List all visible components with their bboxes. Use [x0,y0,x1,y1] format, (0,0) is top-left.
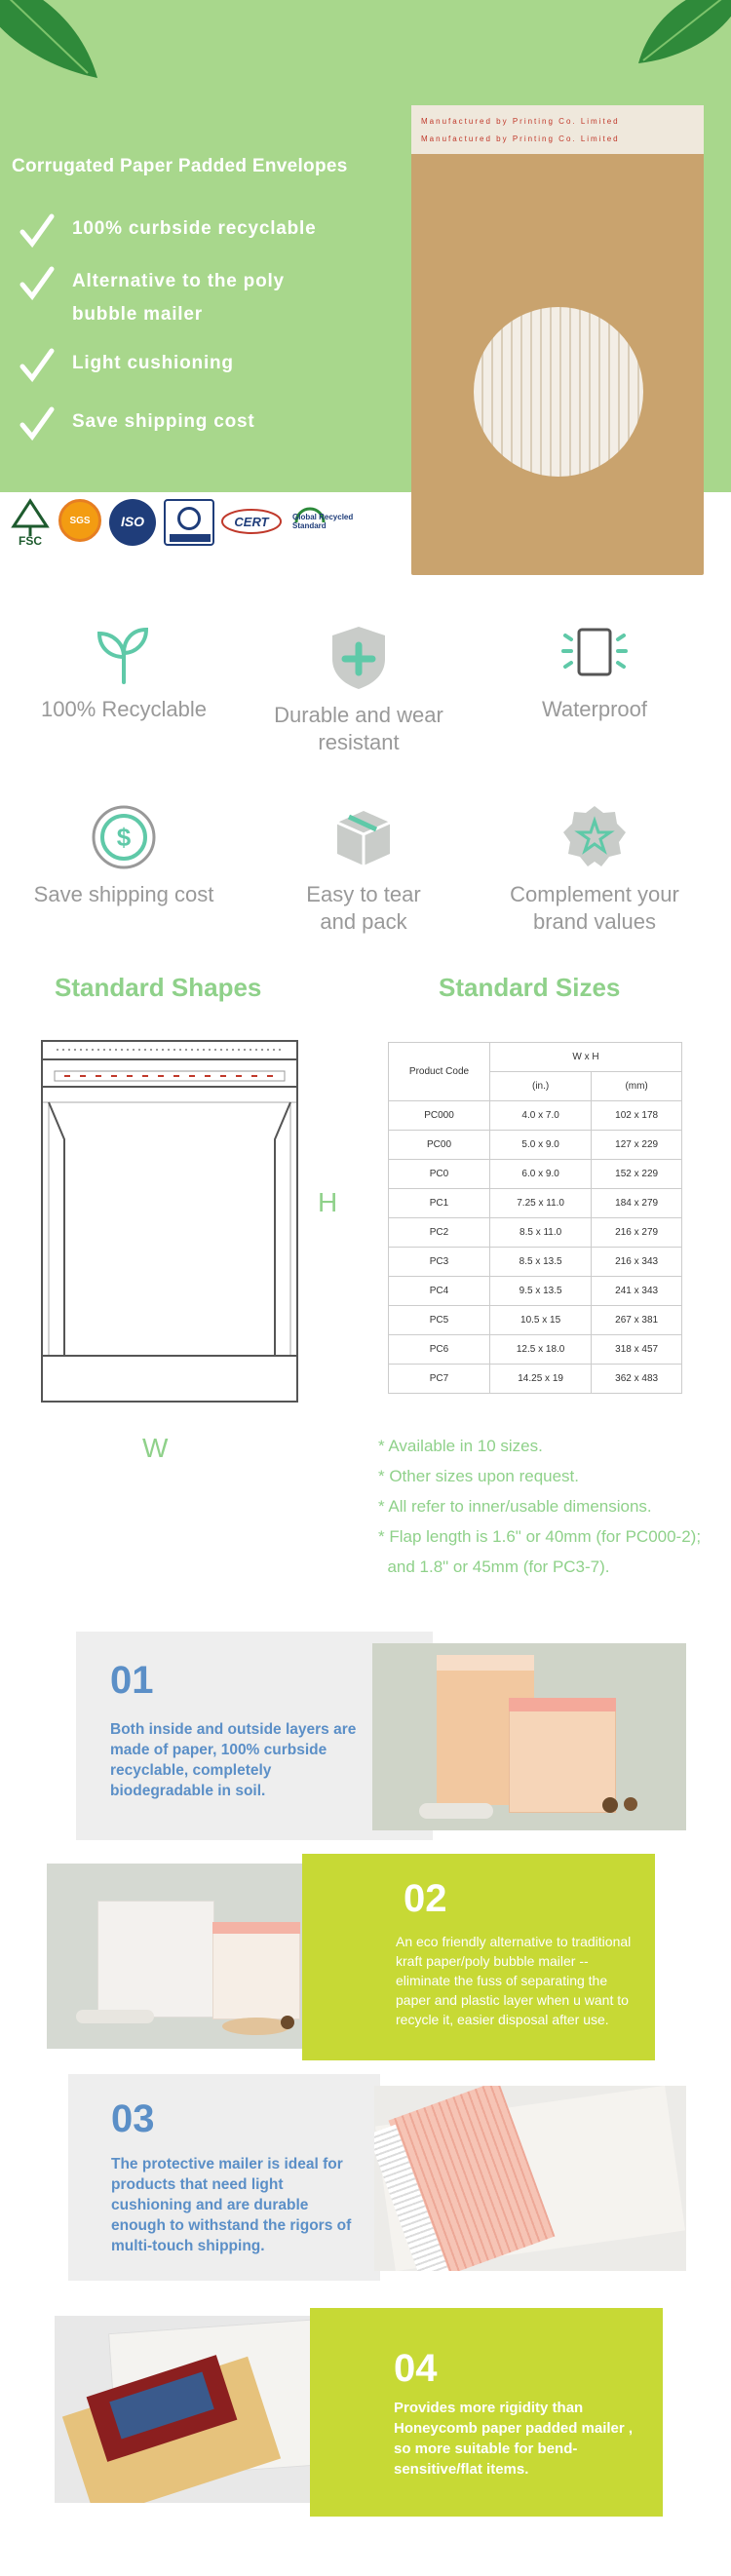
svg-text:$: $ [116,823,132,852]
cert-logo-recycle [164,499,214,546]
feature-waterproof-card: Waterproof [487,624,702,723]
star-badge-icon [560,803,629,871]
feature-shipping: Save shipping cost [19,405,255,441]
feature-cushioning: Light cushioning [19,347,234,382]
check-icon [19,405,55,441]
feature-durable-card: Durable and wear resistant [251,624,466,756]
table-row: PC4 9.5 x 13.5 241 x 343 [389,1277,682,1306]
dollar-icon [90,803,158,871]
table-row: PC1 7.25 x 11.0 184 x 279 [389,1189,682,1218]
hero-title: Corrugated Paper Padded Envelopes [12,156,348,176]
table-row: PC0 6.0 x 9.0 152 x 229 [389,1160,682,1189]
table-row: PC00 5.0 x 9.0 127 x 229 [389,1131,682,1160]
cert-logo-cert [220,505,283,538]
table-row: PC5 10.5 x 15 267 x 381 [389,1306,682,1335]
feature-save-cost-card: $ Save shipping cost [17,803,231,908]
shapes-title: Standard Shapes [55,973,262,1002]
waterproof-icon [556,624,634,686]
table-row: PC6 12.5 x 18.0 318 x 457 [389,1335,682,1365]
size-notes: * Available in 10 sizes. * Other sizes upon request. * All refer to inner/usable dimensions. * Flap length is 1.6" or 40mm (for PC000-2); and 1.8" or 45mm (for PC3-7). [378,1437,702,1576]
sizes-title: Standard Sizes [439,973,621,1002]
feature-easy-tear-card: Easy to tear and pack [256,803,471,936]
svg-text:CERT: CERT [234,515,269,529]
check-icon [19,347,55,382]
product-photo-01 [372,1643,686,1830]
table-row: PC2 8.5 x 11.0 216 x 279 [389,1218,682,1248]
point-02-panel: 02 An eco friendly alternative to traditional kraft paper/poly bubble mailer -- eliminate the fuss of separating the paper and plastic layer when u want to recycle it, easier disposal after use. [302,1854,655,2060]
feature-recyclable-card: 100% Recyclable [17,624,231,723]
sprout-icon [90,624,158,686]
sizes-table [388,1042,682,1394]
point-03-panel: 03 The protective mailer is ideal for products that need light cushioning and are durable enough to withstand the rigors of multi-touch shipping. [68,2074,380,2281]
shield-plus-icon [325,624,393,692]
table-header-mm: (mm) [592,1072,682,1101]
product-image-envelope: Manufactured by Printing Co. Limited Manufactured by Printing Co. Limited [411,105,704,575]
point-01-panel: 01 Both inside and outside layers are made of paper, 100% curbside recyclable, completely biodegradable in soil. [76,1632,433,1840]
cert-logo-sgs: SGS [58,499,101,542]
point-04-panel: 04 Provides more rigidity than Honeycomb paper padded mailer , so more suitable for bend-sensitive/flat items. [310,2308,663,2517]
table-header-in: (in.) [490,1072,592,1101]
feature-brand-card: Complement your brand values [487,803,702,936]
leaf-icon [634,0,731,68]
cert-logo-grs: Global Recycled Standard [289,501,366,544]
leaf-icon [0,0,107,88]
box-icon [329,803,398,871]
cert-logo-fsc: FSC [8,497,53,548]
table-row: PC000 4.0 x 7.0 102 x 178 [389,1101,682,1131]
height-label: H [318,1187,338,1217]
table-row: PC7 14.25 x 19 362 x 483 [389,1365,682,1394]
cert-logo-iso: ISO [109,499,156,546]
table-row: PC3 8.5 x 13.5 216 x 343 [389,1248,682,1277]
check-icon [19,265,55,300]
corrugated-window [474,307,643,477]
product-photo-03 [374,2086,686,2271]
feature-recyclable: 100% curbside recyclable [19,212,317,248]
table-header-wxh: W x H [490,1043,682,1072]
envelope-shape-diagram [41,1040,298,1403]
feature-alternative: Alternative to the poly bubble mailer [19,265,285,331]
width-label: W [142,1433,169,1463]
check-icon [19,212,55,248]
table-header-code: Product Code [389,1043,490,1101]
